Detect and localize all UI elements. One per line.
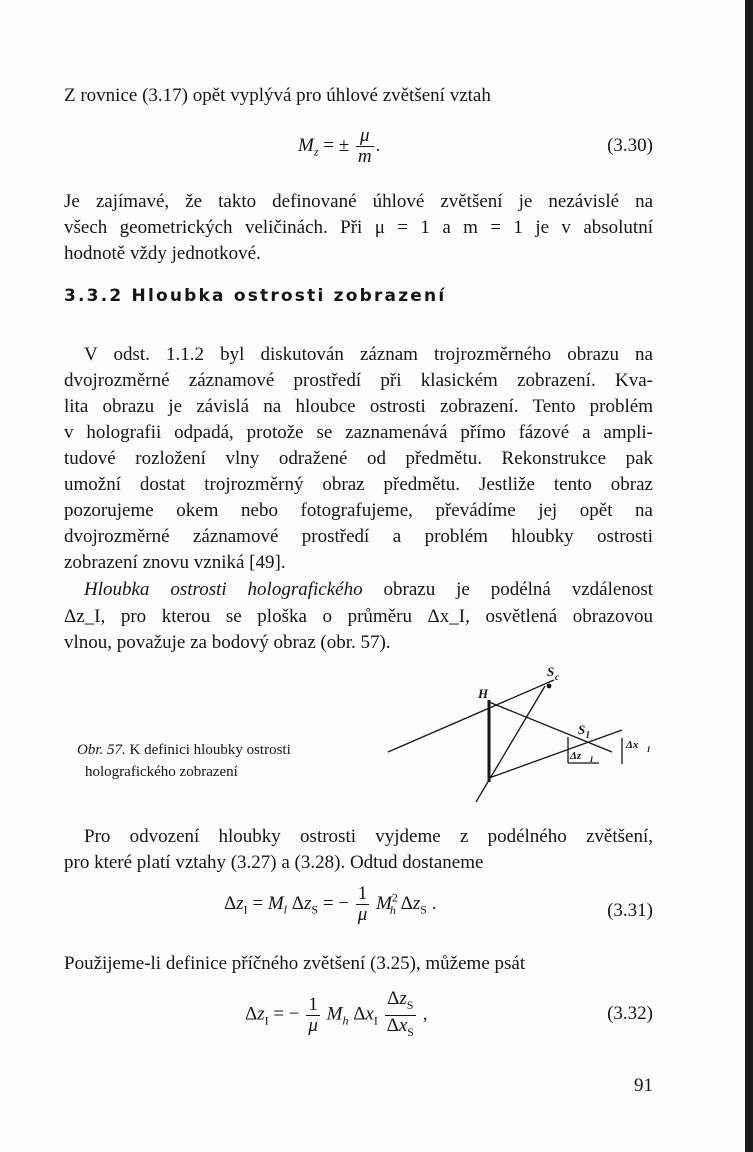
page-number: 91: [634, 1075, 653, 1096]
section-heading: 3.3.2 Hloubka ostrosti zobrazení: [64, 286, 447, 306]
label-delta-z: Δz: [570, 750, 582, 762]
para1-line: Je zajímavé, že takto definované úhlové zvětšení je nezávislé na: [64, 191, 653, 212]
para5-line: Použijeme-li definice příčného zvětšení (3.25), můžeme psát: [64, 953, 526, 974]
figure-caption: [77, 739, 291, 783]
intro-line: Z rovnice (3.17) opět vyplývá pro úhlové zvětšení vztah: [64, 85, 491, 106]
numerator: μ: [356, 126, 374, 147]
eq-end: .: [375, 134, 381, 156]
source-point: [547, 684, 552, 689]
label-delta-x: Δx: [626, 739, 639, 751]
equation-number-3-31: (3.31): [607, 900, 653, 921]
fraction: [356, 126, 374, 167]
eq-lhs: M: [298, 134, 314, 156]
para1-line: hodnotě vždy jednotkové.: [64, 243, 261, 264]
para2-line: dvojrozměrné záznamové prostředí při klasickém zobrazení. Kva-: [64, 370, 653, 391]
para3-line-3: vlnou, považuje za bodový obraz (obr. 57).: [64, 632, 391, 653]
para2-line: umožní dostat trojrozměrný obraz předmětu. Jestliže tento obraz: [64, 474, 653, 495]
para2-line: zobrazení znovu vzniká [49].: [64, 552, 286, 573]
denominator: m: [357, 146, 372, 167]
para4-line: Pro odvození hloubky ostrosti vyjdeme z podélného zvětšení,: [84, 826, 653, 847]
label-delta-z-sub: I: [590, 755, 594, 764]
figure-57-diagram: [384, 664, 659, 804]
eq-sign: = ±: [323, 134, 350, 156]
ray-line: [476, 686, 545, 802]
para3-line-1: [84, 577, 653, 603]
ray-line: [489, 702, 612, 752]
para2-line: V odst. 1.1.2 byl diskutován záznam trojrozměrného obrazu na: [84, 344, 653, 365]
page-edge: [745, 0, 753, 1152]
label-H: H: [478, 686, 489, 701]
para2-line: v holografii odpadá, protože se zaznamenává přímo fázové a ampli-: [64, 422, 653, 443]
para3-line-1-rest: obrazu je podélná vzdálenost: [362, 579, 653, 600]
para2-line: lita obrazu je závislá na hloubce ostrosti zobrazení. Tento problém: [64, 396, 653, 417]
equation-3-32: $\Delta z_I$ = − $\frac{1}{\mu}$ $M_h$ $\Delta x_I$ $\frac{\Delta z_S}{\Delta x_S}$ ,: [245, 988, 428, 1039]
italic-term: Hloubka ostrosti holografického: [84, 579, 363, 600]
label-S-sub: c: [555, 672, 559, 682]
label-S: S: [547, 664, 555, 679]
caption-line-2: holografického zobrazení: [85, 764, 238, 780]
ray-line: [388, 680, 554, 752]
para4-line: pro které platí vztahy (3.27) a (3.28). Odtud dostaneme: [64, 852, 484, 873]
eq-lhs-sub: z: [313, 144, 319, 159]
equation-number-3-30: (3.30): [607, 135, 653, 156]
para3-line-2: Δz_I, pro kterou se ploška o průměru Δx_I, osvětlená obrazovou: [64, 606, 653, 627]
para2-line: tudové rozložení vlny odražené od předmětu. Rekonstrukce pak: [64, 448, 653, 469]
para1-line: všech geometrických veličinách. Při μ = 1 a m = 1 je v absolutní: [64, 217, 653, 238]
equation-3-31: $\Delta z_I = M_l$ $\Delta z_S$ = − $\frac{1}{\mu}$ $M^2_h$ $\Delta z_S$ .: [224, 883, 437, 925]
label-delta-x-sub: I: [647, 745, 651, 754]
equation-3-30: [298, 126, 380, 167]
para2-line: dvojrozměrné záznamové prostředí a problém hloubky ostrosti: [64, 526, 653, 547]
para2-line: pozorujeme okem nebo fotografujeme, převádíme jej opět na: [64, 500, 653, 521]
label-S-image-sub: I: [586, 730, 590, 740]
label-S-image: S: [578, 722, 586, 737]
caption-label: Obr. 57.: [77, 742, 126, 758]
equation-number-3-32: (3.32): [607, 1003, 653, 1024]
caption-line-1: K definici hloubky ostrosti: [125, 742, 291, 758]
ray-line: [489, 730, 622, 778]
